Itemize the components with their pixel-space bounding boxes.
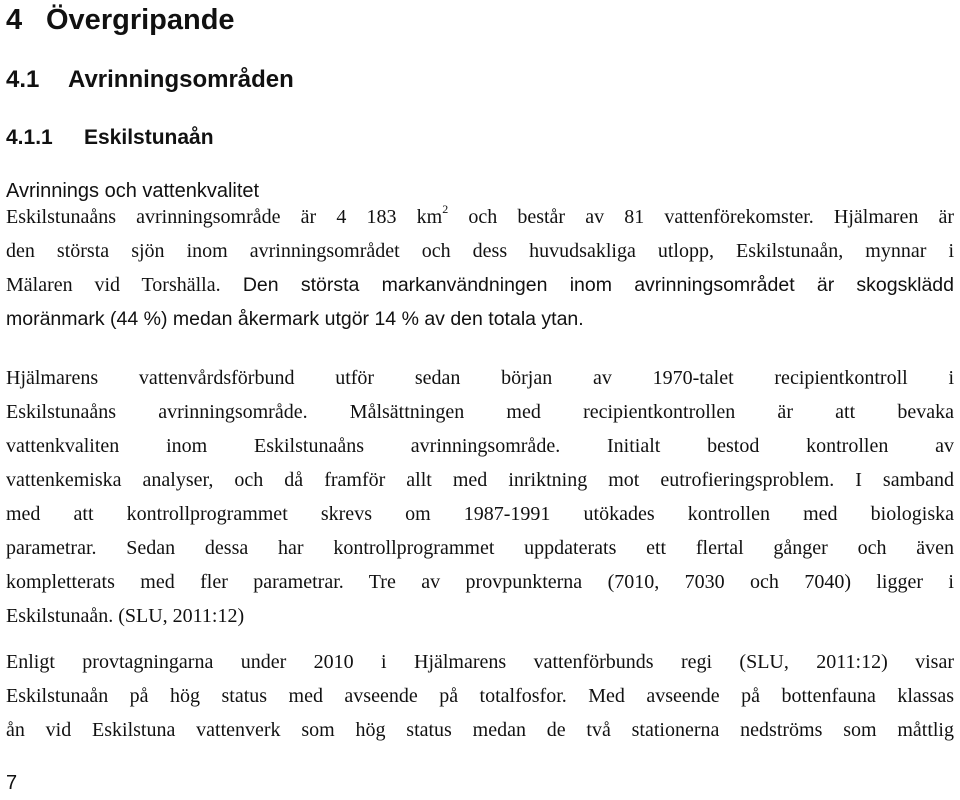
- paragraph-line: parametrar. Sedan dessa har kontrollprogrammet uppdaterats ett flertal gånger och även: [6, 537, 954, 559]
- text-run: och består av 81 vattenförekomster. Hjälmaren är: [448, 206, 954, 228]
- paragraph-2: [6, 361, 954, 633]
- heading-title: Övergripande: [46, 4, 235, 36]
- heading-number: 4.1: [6, 66, 40, 93]
- paragraph-line: vattenkvaliten inom Eskilstunaåns avrinningsområde. Initialt bestod kontrollen av: [6, 435, 954, 457]
- superscript: 2: [442, 202, 449, 217]
- text-run: Eskilstunaåns avrinningsområde är 4 183 km: [6, 206, 443, 228]
- paragraph-line: [6, 268, 954, 302]
- heading-level-1: [6, 4, 235, 37]
- page-number: 7: [6, 772, 18, 794]
- paragraph-line: Enligt provtagningarna under 2010 i Hjälmarens vattenförbunds regi (SLU, 2011:12) visar: [6, 651, 954, 673]
- heading-number: 4: [6, 4, 23, 36]
- heading-title: Avrinningsområden: [68, 66, 294, 93]
- subheading: Avrinnings och vattenkvalitet: [6, 180, 260, 202]
- paragraph-line: kompletterats med fler parametrar. Tre av provpunkterna (7010, 7030 och 7040) ligger i: [6, 571, 954, 593]
- paragraph-line: Eskilstunaån. (SLU, 2011:12): [6, 605, 245, 627]
- heading-title: Eskilstunaån: [84, 126, 214, 149]
- text-run: Den största markanvändningen inom avrinningsområdet är skogsklädd: [220, 274, 954, 296]
- paragraph-line: med att kontrollprogrammet skrevs om 1987-1991 utökades kontrollen med biologiska: [6, 503, 954, 525]
- paragraph-line: Eskilstunaåns avrinningsområde. Målsättningen med recipientkontrollen är att bevaka: [6, 401, 954, 423]
- paragraph-line: ån vid Eskilstuna vattenverk som hög status medan de två stationerna nedströms som måttlig: [6, 719, 954, 741]
- paragraph-1: [6, 200, 954, 336]
- paragraph-line: vattenkemiska analyser, och då framför allt med inriktning mot eutrofieringsproblem. I samband: [6, 469, 954, 491]
- heading-number: 4.1.1: [6, 126, 53, 149]
- text-run: Mälaren vid Torshälla.: [6, 274, 221, 296]
- paragraph-line: [6, 200, 954, 234]
- heading-level-2: [6, 66, 294, 94]
- paragraph-line: den största sjön inom avrinningsområdet och dess huvudsakliga utlopp, Eskilstunaån, mynnar i: [6, 240, 954, 262]
- heading-level-3: [6, 126, 214, 150]
- paragraph-line: Hjälmarens vattenvårdsförbund utför sedan början av 1970-talet recipientkontroll i: [6, 367, 954, 389]
- paragraph-3: [6, 645, 954, 747]
- paragraph-line: moränmark (44 %) medan åkermark utgör 14 % av den totala ytan.: [6, 308, 584, 330]
- paragraph-line: Eskilstunaån på hög status med avseende på totalfosfor. Med avseende på bottenfauna klassas: [6, 685, 954, 707]
